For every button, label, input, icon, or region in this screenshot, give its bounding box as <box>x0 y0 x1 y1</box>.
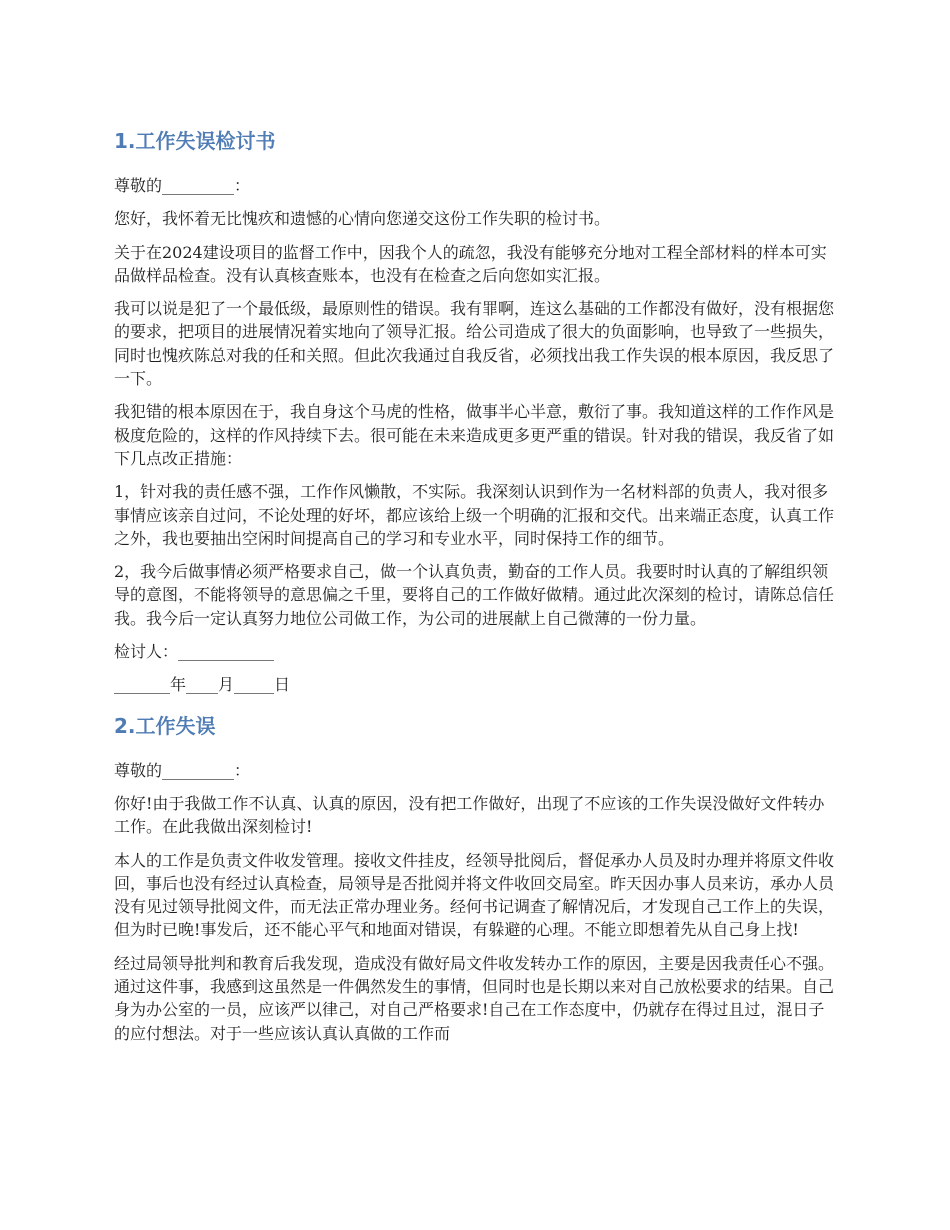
date-line: _______年____月_____日 <box>114 675 291 695</box>
paragraph: 经过局领导批判和教育后我发现，造成没有做好局文件收发转办工作的原因，主要是因我责任心不强。通过这件事，我感到这虽然是一件偶然发生的事情，但同时也是长期以来对自己放松要求的结果。自己身为办公室的一员，应该严以律己，对自己严格要求!自己在工作态度中，仍就存在得过且过，混日子的应付想法。对于一些应该认真认真做的工作而 <box>114 953 835 1043</box>
section-1-heading: 1.工作失误检讨书 <box>114 129 276 153</box>
paragraph: 本人的工作是负责文件收发管理。接收文件挂皮，经领导批阅后，督促承办人员及时办理并将原文件收回，事后也没有经过认真检查，局领导是否批阅并将文件收回交局室。昨天因办事人员来访，承办人员没有见过领导批阅文件，而无法正常办理业务。经何书记调查了解情况后，才发现自己工作上的失误，但为时已晚!事发后，还不能心平气和地面对错误，有躲避的心理。不能立即想着先从自己身上找! <box>114 850 835 940</box>
paragraph: 1，针对我的责任感不强，工作作风懒散，不实际。我深刻认识到作为一名材料部的负责人，我对很多事情应该亲自过问，不论处理的好坏，都应该给上级一个明确的汇报和交代。出来端正态度，认真工作之外，我也要抽出空闲时间提高自己的学习和专业水平，同时保持工作的细节。 <box>114 482 835 548</box>
paragraph: 你好!由于我做工作不认真、认真的原因，没有把工作做好，出现了不应该的工作失误没做好文件转办工作。在此我做出深刻检讨! <box>114 793 825 837</box>
paragraph: 您好，我怀着无比愧疚和遗憾的心情向您递交这份工作失职的检讨书。 <box>114 209 611 229</box>
paragraph: 我可以说是犯了一个最低级，最原则性的错误。我有罪啊，连这么基础的工作都没有做好，没有根据您的要求，把项目的进展情况着实地向了领导汇报。给公司造成了很大的负面影响，也导致了一些损失，同时也愧疚陈总对我的任和关照。但此次我通过自我反省，必须找出我工作失误的根本原因，我反思了一下。 <box>114 299 835 389</box>
document-page <box>114 122 840 1055</box>
signature-line: 检讨人：____________ <box>114 642 275 662</box>
paragraph: 2，我今后做事情必须严格要求自己，做一个认真负责，勤奋的工作人员。我要时时认真的了解组织领导的意图，不能将领导的意思偏之千里，要将自己的工作做好做精。通过此次深刻的检讨，请陈总信任我。我今后一定认真努力地位公司做工作，为公司的进展献上自己微薄的一份力量。 <box>114 562 835 628</box>
section-2-heading: 2.工作失误 <box>114 713 216 738</box>
salutation: 尊敬的_________： <box>114 176 251 195</box>
salutation: 尊敬的_________： <box>114 760 251 780</box>
paragraph: 我犯错的根本原因在于，我自身这个马虎的性格，做事半心半意，敷衍了事。我知道这样的工作作风是极度危险的，这样的作风持续下去。很可能在未来造成更多更严重的错误。针对我的错误，我反省了如下几点改正措施： <box>114 402 835 468</box>
paragraph: 关于在2024建设项目的监督工作中，因我个人的疏忽，我没有能够充分地对工程全部材料的样本可实品做样品检查。没有认真核查账本，也没有在检查之后向您如实汇报。 <box>114 242 827 285</box>
